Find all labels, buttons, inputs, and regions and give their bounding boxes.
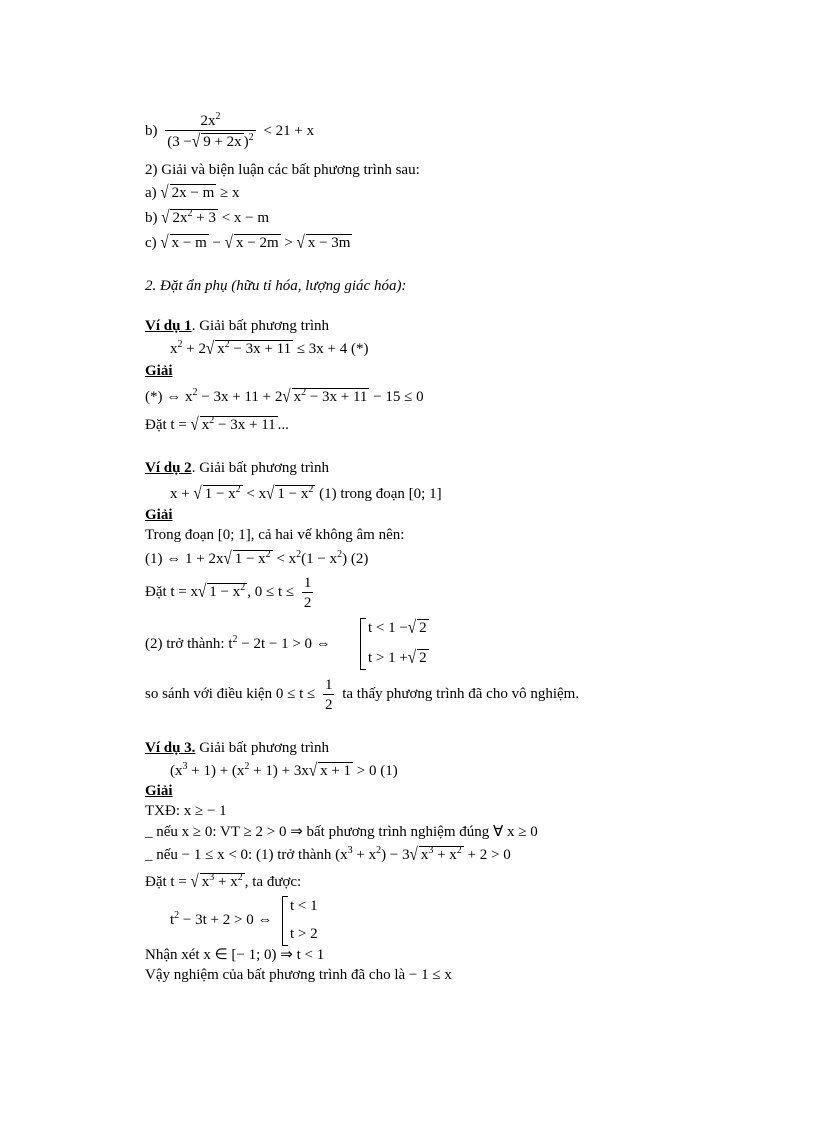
example2-step3 (145, 570, 317, 614)
example3-case1: _ nếu x ≥ 0: VT ≥ 2 > 0 ⇒ bất phương trình nghiệm đúng ∀ x ≥ 0 (145, 824, 538, 840)
term: t > 1 + (368, 650, 408, 666)
sqrt-arg: x − 2m (235, 235, 279, 251)
radical-sign: √ (266, 484, 275, 504)
exponent: 3 (182, 761, 188, 772)
exponent: 2 (301, 387, 307, 398)
sqrt-arg (233, 550, 273, 567)
exponent: 2 (337, 549, 343, 560)
term: 1 − x (209, 584, 241, 600)
item-label: b) (145, 210, 158, 226)
radical-sign: √ (409, 845, 418, 865)
term: x + (170, 486, 190, 502)
sqrt-arg (170, 209, 217, 226)
item-label: a) (145, 185, 157, 201)
case-bracket (360, 618, 366, 670)
ex2-c (145, 233, 352, 253)
term: − 3t + 2 > 0 ⇔ (179, 912, 273, 928)
term: Đặt t = x (145, 584, 199, 600)
exponent: 2 (456, 845, 462, 856)
radical-sign: √ (190, 872, 199, 892)
exponent: 2 (215, 111, 221, 122)
example1-solution-label: Giải (145, 363, 173, 379)
rhs: ≤ 3x + 4 (*) (296, 341, 369, 357)
exponent: 2 (308, 484, 314, 495)
exponent: 2 (177, 339, 183, 350)
exponent: 2 (224, 339, 230, 350)
ex2-heading: 2) Giải và biện luận các bất phương trình sau: (145, 162, 420, 178)
example2-step2 (145, 549, 368, 569)
example-label: Ví dụ 2 (145, 460, 192, 476)
term: − 3x + 11 (229, 341, 292, 357)
exponent: 2 (235, 484, 241, 495)
item-label: c) (145, 235, 157, 251)
sqrt-arg (200, 416, 278, 433)
exponent: 3 (209, 872, 215, 883)
sqrt-arg: $x^3 + x^2$ (201, 872, 243, 890)
example3-domain: TXĐ: x ≥ − 1 (145, 803, 227, 819)
sqrt-arg: 2x − m (171, 185, 215, 201)
example2-step5 (145, 672, 579, 716)
term: + 3 (192, 210, 216, 226)
example3-heading (145, 738, 329, 758)
fraction-half (302, 575, 314, 611)
exponent: 2 (192, 387, 198, 398)
problem-b (145, 113, 314, 150)
example3-quadratic (170, 910, 272, 930)
example-label: Ví dụ 3. (145, 740, 196, 756)
denominator: 2 (302, 592, 314, 611)
sqrt-arg (215, 340, 293, 357)
rhs: ≥ x (220, 185, 240, 201)
term: > 0 (1) (356, 763, 398, 779)
example3-qcase2: t > 2 (290, 926, 318, 942)
exponent: 2 (187, 208, 193, 219)
term: so sánh với điều kiện 0 ≤ t ≤ (145, 686, 316, 702)
term: (1) ⇔ 1 + 2x (145, 551, 224, 567)
sqrt-arg (203, 485, 243, 502)
example1-heading (145, 316, 329, 336)
example3-substitution (145, 872, 301, 892)
radical-sign: √ (224, 233, 233, 253)
term: ) (2) (342, 551, 369, 567)
example2-step1: Trong đoạn [0; 1], cả hai vế không âm nên: (145, 527, 405, 543)
example3-remark: Nhận xét x ∈ [− 1; 0) ⇒ t < 1 (145, 947, 325, 963)
term: x (293, 389, 302, 405)
exponent: 2 (240, 582, 246, 593)
sqrt-arg (275, 485, 315, 502)
example-task: . Giải bất phương trình (191, 318, 329, 334)
term: < x (246, 486, 267, 502)
denominator (165, 130, 255, 150)
term: t < 1 − (368, 620, 408, 636)
term: + x (352, 847, 377, 863)
sqrt-arg (292, 388, 370, 405)
ex2-b (145, 208, 269, 228)
example2-inequality (170, 484, 442, 504)
term: < x (276, 551, 297, 567)
sqrt-arg: 9 + 2x (203, 134, 242, 150)
example2-step4 (145, 634, 331, 654)
den-open: (3 − (167, 134, 192, 150)
term: 1 − x (204, 486, 236, 502)
example2-heading (145, 458, 329, 478)
term: x (201, 417, 210, 433)
numerator (198, 113, 222, 130)
term: ... (277, 417, 289, 433)
example-task: Giải bất phương trình (195, 740, 329, 756)
example1-step1 (145, 387, 424, 407)
term: − 3x + 11 + 2 (197, 389, 283, 405)
term: − 15 ≤ 0 (373, 389, 424, 405)
term: 1 − x (234, 551, 266, 567)
radical-sign: √ (407, 648, 417, 668)
sqrt-arg: 2 (419, 620, 427, 636)
term: Đặt t = (145, 874, 187, 890)
sqrt-arg: x − m (171, 235, 207, 251)
term: (1 − x (301, 551, 338, 567)
radical-sign: √ (198, 582, 207, 602)
radical-sign: √ (407, 618, 417, 638)
exponent: 2 (237, 872, 243, 883)
example2-case2 (368, 648, 429, 668)
term: (1) trong đoạn [0; 1] (319, 486, 442, 502)
term: (2) trở thành: t (145, 636, 233, 652)
term: + 1) + (x (187, 763, 245, 779)
term: , ta được: (244, 874, 302, 890)
fraction-half (323, 677, 335, 713)
term: + 2 > 0 (467, 847, 511, 863)
term: , 0 ≤ t ≤ (247, 584, 295, 600)
ex2-a (145, 183, 240, 203)
exponent: 2 (265, 549, 271, 560)
term: + 1) + 3x (249, 763, 309, 779)
radical-sign: √ (161, 208, 170, 228)
radical-sign: √ (308, 761, 318, 781)
example-task: . Giải bất phương trình (191, 460, 329, 476)
numerator: 1 (324, 676, 333, 693)
example2-case1 (368, 618, 429, 638)
example1-inequality (170, 339, 369, 359)
exponent: 2 (209, 415, 215, 426)
exponent: 3 (347, 845, 353, 856)
sqrt-arg: x + 1 (320, 763, 352, 779)
denominator: 2 (323, 694, 335, 713)
example3-inequality (170, 761, 398, 781)
example3-qcase1: t < 1 (290, 898, 318, 914)
term: ) − 3 (381, 847, 410, 863)
exponent: 2 (244, 761, 250, 772)
fraction (165, 113, 255, 150)
rhs: < x − m (221, 210, 270, 226)
term: x (170, 341, 178, 357)
operator: > (284, 235, 293, 251)
sqrt-arg: x − 3m (307, 235, 351, 251)
radical-sign: √ (193, 484, 202, 504)
term: x (217, 341, 225, 357)
term: − 3x + 11 (306, 389, 368, 405)
rhs: < 21 + x (263, 122, 315, 139)
example3-solution-label: Giải (145, 783, 173, 799)
radical-sign: √ (160, 183, 169, 203)
term: 2x (172, 210, 188, 226)
problem-label: b) (145, 122, 158, 139)
term: 1 − x (277, 486, 309, 502)
den-close: ) (243, 134, 249, 150)
sqrt-arg: 2 (419, 650, 427, 666)
radical-sign: √ (223, 549, 232, 569)
section-title: 2. Đặt ẩn phụ (hữu tỉ hóa, lượng giác hóa): (145, 278, 407, 294)
term: ta thấy phương trình đã cho vô nghiệm. (342, 686, 580, 702)
example2-solution-label: Giải (145, 507, 173, 523)
radical-sign: √ (160, 233, 169, 253)
term: Đặt t = (145, 417, 187, 433)
numer-text: 2x (200, 113, 216, 129)
term: + 2 (182, 341, 206, 357)
exponent: 2 (248, 132, 254, 143)
case-bracket (282, 896, 288, 946)
term: − 2t − 1 > 0 ⇔ (237, 636, 331, 652)
exponent: 2 (174, 910, 180, 921)
operator: − (212, 235, 221, 251)
radical-sign: √ (296, 233, 305, 253)
radical-sign: √ (190, 415, 199, 435)
example3-conclusion: Vậy nghiệm của bất phương trình đã cho là − 1 ≤ x (145, 967, 452, 983)
example1-step2 (145, 415, 289, 435)
term: − 3x + 11 (214, 417, 276, 433)
radical-sign: √ (282, 387, 291, 407)
example3-case2 (145, 845, 511, 865)
term: _ nếu − 1 ≤ x < 0: (1) trở thành (x (145, 847, 348, 863)
exponent: 2 (232, 634, 238, 645)
radical-sign: √ (205, 339, 215, 359)
term: (*) ⇔ x (145, 389, 193, 405)
term: t (170, 912, 175, 928)
term: (x (170, 763, 183, 779)
radical-sign: √ (191, 132, 201, 152)
sqrt-arg: $x^3 + x^2$ (420, 845, 462, 863)
exponent: 2 (376, 845, 382, 856)
exponent: 2 (296, 549, 302, 560)
numerator: 1 (303, 574, 312, 591)
exponent: 3 (428, 845, 434, 856)
example-label: Ví dụ 1 (145, 318, 192, 334)
sqrt-arg (207, 583, 247, 600)
